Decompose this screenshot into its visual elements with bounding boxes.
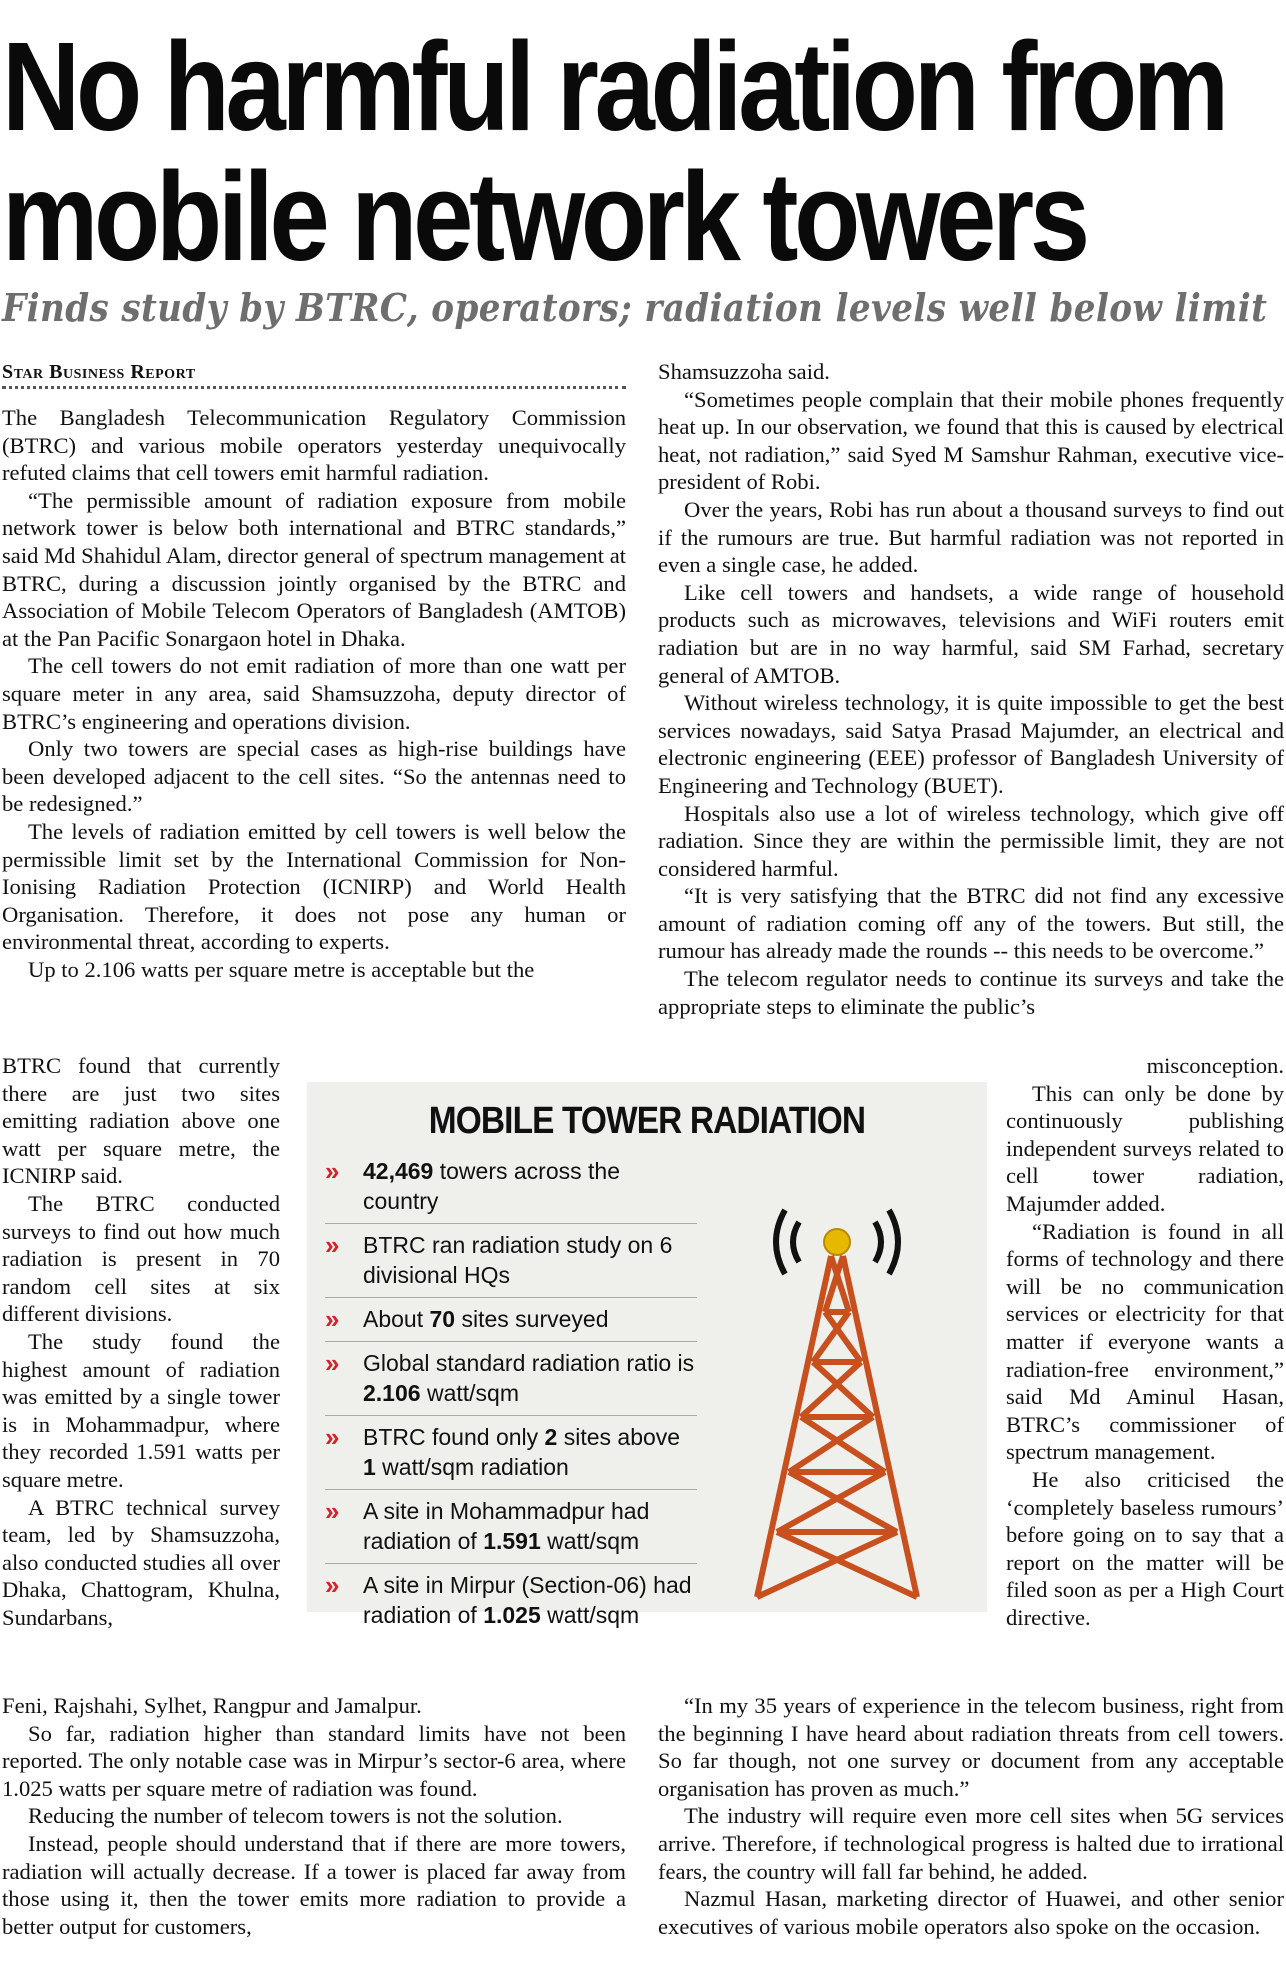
- infobox-item: [325, 1298, 697, 1342]
- infobox-item-post: watt/sqm: [420, 1380, 519, 1406]
- article-column-left-narrow: [2, 1052, 280, 1631]
- paragraph: So far, radiation higher than standard limits have not been reported. The only notable case was in Mirpur’s sector-6 area, where 1.025 watts per square metre of radiation was found.: [2, 1720, 626, 1801]
- wave-left-inner-icon: [793, 1222, 799, 1262]
- infobox-item-post2: watt/sqm radiation: [375, 1454, 569, 1480]
- article-column-left-bottom: [2, 1692, 626, 1940]
- paragraph: Hospitals also use a lot of wireless technology, which give off radiation. Since they are within the permissible limit, they are not considered harmful.: [658, 800, 1284, 881]
- paragraph: This can only be done by continuously publishing independent surveys related to cell tower radiation, Majumder added.: [1006, 1080, 1284, 1216]
- infobox-item-bold2: 1: [363, 1454, 376, 1480]
- paragraph: A BTRC technical survey team, led by Shamsuzzoha, also conducted studies all over Dhaka, Chattogram, Khulna, Sundarbans,: [2, 1494, 280, 1630]
- subheadline: Finds study by BTRC, operators; radiation levels well below limit: [2, 285, 1268, 330]
- infobox-item-pre: A site in Mohammadpur had radiation of: [363, 1498, 650, 1554]
- paragraph: misconception.: [1146, 1053, 1284, 1078]
- infobox-item-pre: BTRC ran radiation study on 6 divisional HQs: [363, 1232, 673, 1288]
- infobox-item-pre: Global standard radiation ratio is: [363, 1350, 695, 1376]
- infobox-item-bold: 2: [544, 1424, 558, 1450]
- paragraph: The telecom regulator needs to continue its surveys and take the appropriate steps to eliminate the public’s: [658, 966, 1284, 1019]
- infobox-item: [325, 1224, 697, 1298]
- infobox-item-post: watt/sqm: [540, 1602, 640, 1628]
- paragraph: Like cell towers and handsets, a wide range of household products such as microwaves, televisions and WiFi routers emit radiation but are in no way harmful, said SM Farhad, secretary general of AMTOB.: [658, 579, 1284, 688]
- chevron-right-icon: »: [325, 1496, 334, 1526]
- headline-line-1: No harmful radiation from: [2, 16, 1225, 157]
- infobox-item-post: towers across the country: [363, 1158, 620, 1214]
- infobox-item-post: sites surveyed: [455, 1306, 609, 1332]
- infobox-item-bold: 1.591: [483, 1528, 541, 1554]
- infobox-item: [325, 1490, 697, 1564]
- chevron-right-icon: »: [325, 1304, 334, 1334]
- paragraph: The BTRC conducted surveys to find out how much radiation is present in 70 random cell sites at six different divisions.: [2, 1190, 280, 1327]
- headline-line-2: mobile network towers: [2, 146, 1086, 287]
- paragraph: Feni, Rajshahi, Sylhet, Rangpur and Jamalpur.: [2, 1693, 422, 1718]
- chevron-right-icon: »: [325, 1230, 334, 1260]
- paragraph: Shamsuzzoha said.: [658, 359, 830, 384]
- paragraph: Up to 2.106 watts per square metre is acceptable but the: [28, 956, 535, 982]
- paragraph: “Sometimes people complain that their mobile phones frequently heat up. In our observation, we found that this is caused by electrical heat, not radiation,” said Syed M Samshur Rahman, executive vice-president of Robi.: [658, 386, 1284, 495]
- infobox-item: [325, 1342, 697, 1416]
- byline: Star Business Report: [2, 361, 196, 383]
- infobox-item: [325, 1564, 697, 1637]
- infobox-item-bold: 1.025: [483, 1602, 541, 1628]
- paragraph: Reducing the number of telecom towers is not the solution.: [28, 1803, 563, 1829]
- infobox-item-post: sites above: [557, 1424, 681, 1450]
- paragraph: “It is very satisfying that the BTRC did not find any excessive amount of radiation coming off any of the towers. But still, the rumour has already made the rounds -- this needs to be overcome.”: [658, 883, 1284, 964]
- paragraph: The levels of radiation emitted by cell towers is well below the permissible limit set by the International Commission for Non-Ionising Radiation Protection (ICNIRP) and World Health Organisation. Therefore, it does not pose any human or environmental threat, according to experts.: [2, 818, 626, 955]
- chevron-right-icon: »: [325, 1348, 334, 1378]
- wave-right-inner-icon: [875, 1222, 881, 1262]
- byline-divider: [2, 386, 626, 389]
- infobox-title: MOBILE TOWER RADIATION: [428, 1100, 866, 1142]
- article-column-right-top: [658, 358, 1284, 1020]
- infobox-item-bold: 2.106: [363, 1380, 421, 1406]
- cell-tower-icon: [727, 1172, 947, 1602]
- infobox-item: [325, 1416, 697, 1490]
- infobox-item-bold: 70: [429, 1306, 456, 1332]
- chevron-right-icon: »: [325, 1422, 334, 1452]
- article-column-left-top: [2, 404, 626, 983]
- paragraph: Over the years, Robi has run about a thousand surveys to find out if the rumours are true. But harmful radiation was not reported in even a single case, he added.: [658, 496, 1284, 578]
- wave-right-outer-icon: [889, 1210, 898, 1274]
- infobox-item-pre: BTRC found only: [363, 1424, 545, 1450]
- paragraph: The cell towers do not emit radiation of more than one watt per square meter in any area, said Shamsuzzoha, deputy director of BTRC’s engineering and operations division.: [2, 653, 626, 734]
- wave-left-outer-icon: [776, 1210, 785, 1274]
- infobox-item-bold: 42,469: [363, 1158, 434, 1184]
- paragraph: The industry will require even more cell sites when 5G services arrive. Therefore, if technological progress is halted due to irrational fears, the country will fall far behind, he added.: [658, 1803, 1284, 1884]
- paragraph: “Radiation is found in all forms of technology and there will be no communication services or electricity for that matter if everyone wants a radiation-free environment,” said Md Aminul Hasan, BTRC’s commissioner of spectrum management.: [1006, 1218, 1284, 1465]
- paragraph: BTRC found that currently there are just two sites emitting radiation above one watt per square metre, the ICNIRP said.: [2, 1053, 280, 1189]
- paragraph: He also criticised the ‘completely baseless rumours’ before going on to say that a report on the matter will be filed soon as per a High Court directive.: [1006, 1466, 1284, 1630]
- infobox-item-pre: A site in Mirpur (Section-06) had radiation of: [363, 1572, 692, 1628]
- paragraph: “The permissible amount of radiation exposure from mobile network tower is below both international and BTRC standards,” said Md Shahidul Alam, director general of spectrum management at BTRC, during a discussion jointly organised by the BTRC and Association of Mobile Telecom Operators of Bangladesh (AMTOB) at the Pan Pacific Sonargaon hotel in Dhaka.: [2, 487, 626, 651]
- infobox-mobile-tower-radiation: [307, 1082, 987, 1628]
- paragraph: The Bangladesh Telecommunication Regulatory Commission (BTRC) and various mobile operators yesterday unequivocally refuted claims that cell towers emit harmful radiation.: [2, 405, 626, 486]
- paragraph: “In my 35 years of experience in the telecom business, right from the beginning I have heard about radiation threats from cell towers. So far though, not one survey or document from any acceptable organisation has proven as much.”: [658, 1693, 1284, 1801]
- paragraph: Without wireless technology, it is quite impossible to get the best services nowadays, said Satya Prasad Majumder, an electrical and electronic engineering (EEE) professor of Bangladesh University of Engineering and Technology (BUET).: [658, 690, 1284, 798]
- paragraph: Nazmul Hasan, marketing director of Huawei, and other senior executives of various mobile operators also spoke on the occasion.: [658, 1886, 1284, 1939]
- infobox-item: [325, 1150, 697, 1224]
- article-column-right-narrow: [1006, 1052, 1284, 1631]
- infobox-list: [325, 1150, 697, 1637]
- chevron-right-icon: »: [325, 1156, 334, 1186]
- paragraph: The study found the highest amount of radiation was emitted by a single tower is in Mohammadpur, where they recorded 1.591 watts per square metre.: [2, 1328, 280, 1492]
- beacon-icon: [824, 1229, 850, 1255]
- infobox-item-post: watt/sqm: [540, 1528, 640, 1554]
- chevron-right-icon: »: [325, 1570, 334, 1600]
- article-column-right-bottom: [658, 1692, 1284, 1940]
- infobox-item-pre: About: [363, 1306, 430, 1332]
- paragraph: Only two towers are special cases as high-rise buildings have been developed adjacent to the cell sites. “So the antennas need to be redesigned.”: [2, 736, 626, 817]
- tower-lattice-icon: [757, 1256, 917, 1597]
- paragraph: Instead, people should understand that if there are more towers, radiation will actually decrease. If a tower is placed far away from those using it, then the tower emits more radiation to provide a better output for customers,: [2, 1830, 626, 1939]
